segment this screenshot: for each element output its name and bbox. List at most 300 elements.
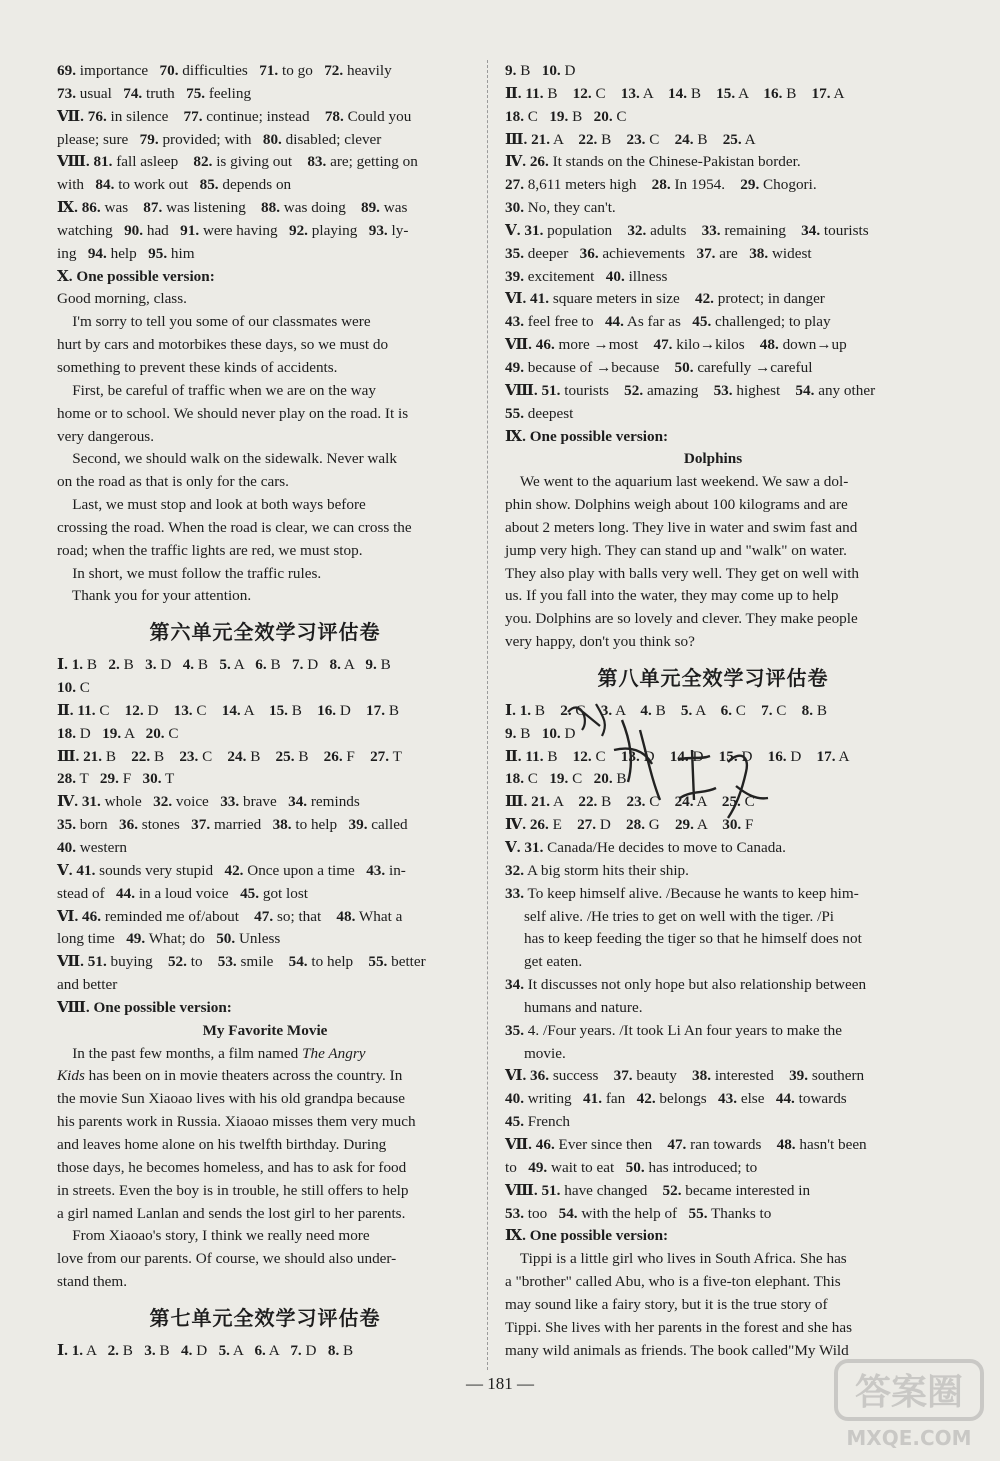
answer-text: D [143,701,174,719]
essay-title: My Favorite Movie [202,1021,328,1039]
question-number: 20. [145,724,165,742]
answer-text: buying [106,953,168,971]
question-number: 53. [505,1204,524,1222]
answer-text: adults [646,221,702,239]
question-number: 8. [329,656,341,674]
question-number: 6. [254,1341,266,1359]
answer-text: writing [523,1090,584,1108]
answer-text: playing [307,221,369,239]
text-line [57,837,473,860]
answer-text: ing [57,244,88,262]
answer-text: A [240,701,269,719]
question-number: 73. [57,84,76,102]
answer-text: D [336,701,367,719]
question-number: 89. [360,199,380,217]
answer-text: wait to eat [547,1158,626,1176]
question-number: Ⅱ. 11. [57,701,96,719]
answer-text: C [198,747,228,765]
answer-text: D [786,747,817,765]
text-line [505,426,921,449]
text-line [505,585,921,608]
answer-text: A [340,656,366,674]
answer-text: A [693,793,722,811]
text-line [57,517,473,540]
answer-text: born [75,816,120,834]
answer-text: achievements [598,244,697,262]
watermark-logo [834,1359,984,1451]
answer-text: C [772,701,802,719]
answer-text: widest [768,244,812,262]
answer-text: has been on in movie theaters across the country. In [84,1067,403,1085]
question-number: 19. [549,107,569,125]
question-number: 32. [505,861,524,879]
answer-text: C [591,747,621,765]
question-number: 22. [578,793,598,811]
answer-text: else [737,1090,776,1108]
text-line [505,1180,921,1203]
text-line [505,1088,921,1111]
answer-text: difficulties [178,62,260,79]
section-title: 第七单元全效学习评估卷 [149,1305,381,1330]
answer-text: D [303,656,330,674]
answer-text: married [210,816,273,834]
question-number: 52. [624,381,644,399]
question-number: 24. [674,793,694,811]
answer-text: D [737,747,768,765]
answer-text: B [612,770,627,788]
question-number: 13. [173,701,193,719]
answer-text: B [119,656,146,674]
question-number: 71. [259,62,279,79]
question-number: 42. [694,290,714,308]
question-number: 23. [626,130,646,148]
text-line [57,700,473,723]
question-number: 33. [220,793,240,811]
answer-text: Thank you for your attention. [57,587,252,605]
text-line [57,677,473,700]
text-line [57,723,473,746]
question-number: 74. [123,84,143,102]
answer-text: feeling [205,84,252,102]
question-number: 39. [348,816,368,834]
question-number: 42. [224,861,244,879]
question-number: 7. [290,1341,302,1359]
question-number: 4. [640,701,652,719]
text-line [505,471,921,494]
text-line [57,220,473,243]
answer-text: Chogori. [759,176,817,194]
answer-text: B [376,656,391,674]
answer-text: C [645,130,675,148]
text-line [505,631,921,654]
answer-text: were having [199,221,289,239]
answer-text: B [339,1341,354,1359]
answer-text: stead of [57,884,117,902]
question-number: 2. [107,1341,119,1359]
question-number: 38. [749,244,769,262]
answer-text: A [692,701,721,719]
answer-text: B [294,747,324,765]
answer-text: B [266,656,292,674]
question-number: 36. [579,244,599,262]
text-line [505,334,921,357]
answer-text: C [523,107,550,125]
answer-text: A big storm hits their ship. [523,861,689,879]
question-number: Ⅳ. 26. [505,816,549,834]
answer-text: What a [355,907,403,925]
answer-text: challenged; to play [711,313,831,331]
answer-text: to [186,953,218,971]
answer-text: A [83,1341,108,1359]
answer-text: get eaten. [505,953,583,971]
answer-text: western [75,839,128,856]
answer-text: B [531,701,561,719]
answer-text: a girl named Lanlan and sends the lost girl to her parents. [57,1204,406,1222]
text-line [57,791,473,814]
handwritten-scribble [560,690,800,850]
question-number: 44. [116,884,136,902]
question-number: 54. [558,1204,578,1222]
text-line [57,951,473,974]
question-number: 37. [696,244,716,262]
question-number: Ⅱ. 11. [505,84,544,102]
text-line [57,997,473,1020]
answer-text: B [246,747,276,765]
answer-text: to work out [114,176,200,194]
answer-text: No, they can't. [523,199,616,217]
question-number: 16. [317,701,337,719]
answer-text: B [782,84,812,102]
answer-text: B [687,84,717,102]
text-line [57,1088,473,1111]
question-number: Ⅵ. 36. [505,1067,550,1085]
text-line [505,266,921,289]
answer-text: the movie Sun Xiaoao lives with his old grandpa because [57,1090,405,1108]
text-line [505,494,921,517]
question-number: 30. [722,816,742,834]
answer-text: C [568,770,594,788]
question-number: 3. [144,1341,156,1359]
answer-text: F [342,747,371,765]
answer-text: continue; instead [202,107,325,125]
answer-text: disabled; clever [281,130,382,148]
answer-text: E [548,816,578,834]
question-number: Ⅸ. 86. [57,199,101,217]
answer-text: tourists [820,221,869,239]
question-number: 32. [627,221,647,239]
answer-text: D [560,724,576,742]
text-line [57,1271,473,1294]
question-number: 14. [668,84,688,102]
text-line [57,403,473,426]
question-number: 29. [740,176,760,194]
question-number: Ⅷ. 81. [57,153,113,171]
text-line [57,814,473,837]
question-number: 22. [131,747,151,765]
question-number: 35. [505,1021,524,1039]
question-number: 14. [221,701,241,719]
question-number: 23. [626,793,646,811]
text-line [505,243,921,266]
text-line [57,860,473,883]
answer-text: tourists [560,381,625,399]
answer-text: depends on [218,176,292,194]
answer-text: sounds very stupid [95,861,225,879]
question-number: Ⅲ. 21. [57,747,103,765]
question-number: Ⅶ. 76. [57,107,107,125]
text-line [505,540,921,563]
text-line [57,494,473,517]
text-line [505,380,921,403]
answer-text: B [102,747,132,765]
question-number: Ⅸ. One possible version: [505,1227,669,1245]
answer-text: you. Dolphins are so lovely and clever. They make people [505,610,858,628]
question-number: 22. [578,130,598,148]
text-line [505,60,921,83]
question-number: 5. [680,701,693,719]
question-number: 5. [218,1341,230,1359]
answer-text: in streets. Even the boy is in trouble, he still offers to help [57,1181,409,1199]
answer-text: us. If you fall into the water, they may come up to help [505,587,839,605]
text-line [505,860,921,883]
text-line [57,357,473,380]
text-line [505,928,921,951]
question-number: 82. [193,153,213,171]
answer-text: 8,611 meters high [523,176,652,194]
answer-text: 4. /Four years. /It took Li An four years to make the [523,1021,843,1039]
question-number: 17. [811,84,831,102]
answer-text: T [75,770,100,788]
answer-text: importance [75,62,160,79]
answer-text: T [161,770,175,788]
answer-text: hasn't been [795,1135,867,1153]
question-number: 2. [108,656,120,674]
answer-text: stand them. [57,1273,128,1291]
answer-text: too [523,1204,559,1222]
text-line [57,197,473,220]
question-number: Ⅷ. One possible version: [57,998,232,1016]
answer-text: excitement [523,267,606,285]
question-number: 52. [167,953,187,971]
answer-text: B [597,130,627,148]
text-line [57,151,473,174]
answer-text: any other [814,381,876,399]
answer-text: brave [239,793,289,811]
question-number: 18. [57,724,76,742]
question-number: Ⅴ. 31. [505,221,544,239]
question-number: 25. [275,747,295,765]
text-line [505,311,921,334]
text-line [505,1203,921,1226]
answer-text: jump very high. They can stand up and "walk" on water. [505,541,847,559]
essay-title: Dolphins [683,450,743,468]
answer-text: to go [278,62,325,79]
answer-text: self alive. /He tries to get on well with the tiger. /Pi [505,907,834,925]
question-number: 19. [549,770,569,788]
text-line [57,1340,473,1363]
answer-text: beauty [632,1067,693,1085]
question-number: 49. [505,358,524,376]
question-number: Ⅰ. 1. [505,701,532,719]
question-number: 49. [528,1158,548,1176]
answer-text: fan [602,1090,637,1108]
question-number: 26. [323,747,343,765]
answer-text: protect; in danger [713,290,825,308]
answer-text: B [287,701,318,719]
question-number: 54. [795,381,815,399]
answer-text: D [301,1341,328,1359]
question-number: 43. [505,313,524,331]
question-number: Ⅹ. One possible version: [57,267,215,285]
text-line [505,1134,921,1157]
answer-text: Kids [57,1067,85,1085]
answer-text: became interested in [681,1181,811,1199]
question-number: 43. [366,861,386,879]
answer-text: stones [138,816,192,834]
answer-text: First, be careful of traffic when we are on the way [57,381,376,399]
question-number: 47. [653,336,673,354]
question-number: 15. [718,747,738,765]
question-number: 28. [651,176,671,194]
question-number: 20. [593,107,613,125]
answer-text: down→up [778,336,847,354]
text-line [57,654,473,677]
text-line [505,174,921,197]
answer-text: In short, we must follow the traffic rules. [57,564,322,582]
answer-text: B [813,701,827,719]
answer-text: got lost [259,884,308,902]
left-column [57,60,473,1363]
answer-text: A [693,816,723,834]
question-number: Ⅵ. 46. [57,907,102,925]
question-number: 45. [692,313,712,331]
answer-text: C [612,107,627,125]
question-number: 35. [505,244,524,262]
answer-text: in a loud voice [135,884,241,902]
question-number: 50. [625,1158,645,1176]
question-number: 25. [721,793,741,811]
answer-text: remaining [720,221,802,239]
answer-text: him [167,244,195,262]
answer-text: better [387,953,426,971]
question-number: Ⅵ. 41. [505,290,550,308]
answer-text: so; that [273,907,337,925]
text-line [57,288,473,311]
answer-text: F [118,770,143,788]
question-number: 72. [324,62,344,79]
answer-text: Good morning, class. [57,290,187,308]
section-title: 第八单元全效学习评估卷 [597,665,829,690]
question-number: 55. [688,1204,708,1222]
question-number: 37. [191,816,211,834]
answer-text: and better [57,976,118,994]
answer-text: those days, he becomes homeless, and has to ask for food [57,1158,407,1176]
text-line [57,768,473,791]
question-number: 6. [720,701,732,719]
answer-text: heavily [343,62,392,79]
answer-text: C [645,793,675,811]
question-number: 88. [261,199,280,217]
answer-text: C [571,701,601,719]
answer-text: A [230,656,256,674]
answer-text: B [516,62,542,79]
answer-text: A [741,130,756,148]
question-number: 18. [505,770,524,788]
answer-text: reminded me of/about [101,907,255,925]
answer-text: has to keep feeding the tiger so that he himself does not [505,930,862,948]
text-line [505,1043,921,1066]
answer-text: D [688,747,719,765]
answer-text: towards [794,1090,847,1108]
question-number: 15. [716,84,736,102]
answer-text: The Angry [302,1044,366,1062]
answer-text: Thanks to [707,1204,772,1222]
answer-text: I'm sorry to tell you some of our classmates were [57,313,371,331]
text-line [57,129,473,152]
answer-text: road; when the traffic lights are red, we must stop. [57,541,363,559]
question-number: 10. [541,724,561,742]
question-number: 5. [219,656,231,674]
watermark-bottom-text: MXQE.COM [846,1426,972,1450]
answer-text: C [95,701,125,719]
question-number: Ⅴ. 41. [57,861,96,879]
question-number: 9. [505,724,517,742]
text-line [505,997,921,1020]
question-number: 27. [505,176,524,194]
answer-text: long time [57,930,127,948]
answer-text: French [523,1113,570,1131]
answer-text: ran towards [686,1135,777,1153]
text-line [505,906,921,929]
question-number: Ⅰ. 1. [57,1341,84,1359]
question-number: Ⅳ. 31. [57,793,101,811]
answer-text: amazing [643,381,714,399]
question-number: 33. [701,221,721,239]
text-line [505,1317,921,1340]
question-number: 49. [126,930,146,948]
text-line [505,1248,921,1271]
text-line [57,585,473,608]
question-number: 10. [541,62,561,79]
text-line [57,1065,473,1088]
answer-text: A [550,793,579,811]
question-number: 55. [505,404,524,422]
answer-text: B [516,724,542,742]
question-number: 16. [763,84,783,102]
answer-text: B [693,130,723,148]
answer-text: C [75,679,90,697]
question-number: 13. [620,84,640,102]
answer-text: A [229,1341,255,1359]
answer-text: was doing [279,199,361,217]
question-number: Ⅸ. One possible version: [505,427,669,445]
question-number: 8. [327,1341,340,1359]
answer-text: A [830,84,845,102]
answer-text: G [645,816,675,834]
text-line [505,129,921,152]
question-number: 29. [674,816,694,834]
question-number: 24. [674,130,694,148]
text-line [505,106,921,129]
question-number: 12. [572,747,592,765]
question-number: 41. [583,1090,603,1108]
text-line [57,563,473,586]
answer-text: C [591,84,621,102]
text-line [505,357,921,380]
answer-text: A [639,84,669,102]
answer-text: home or to school. We should never play on the road. It is [57,404,409,422]
answer-text: Tippi. She lives with her parents in the forest and she has [505,1318,853,1336]
